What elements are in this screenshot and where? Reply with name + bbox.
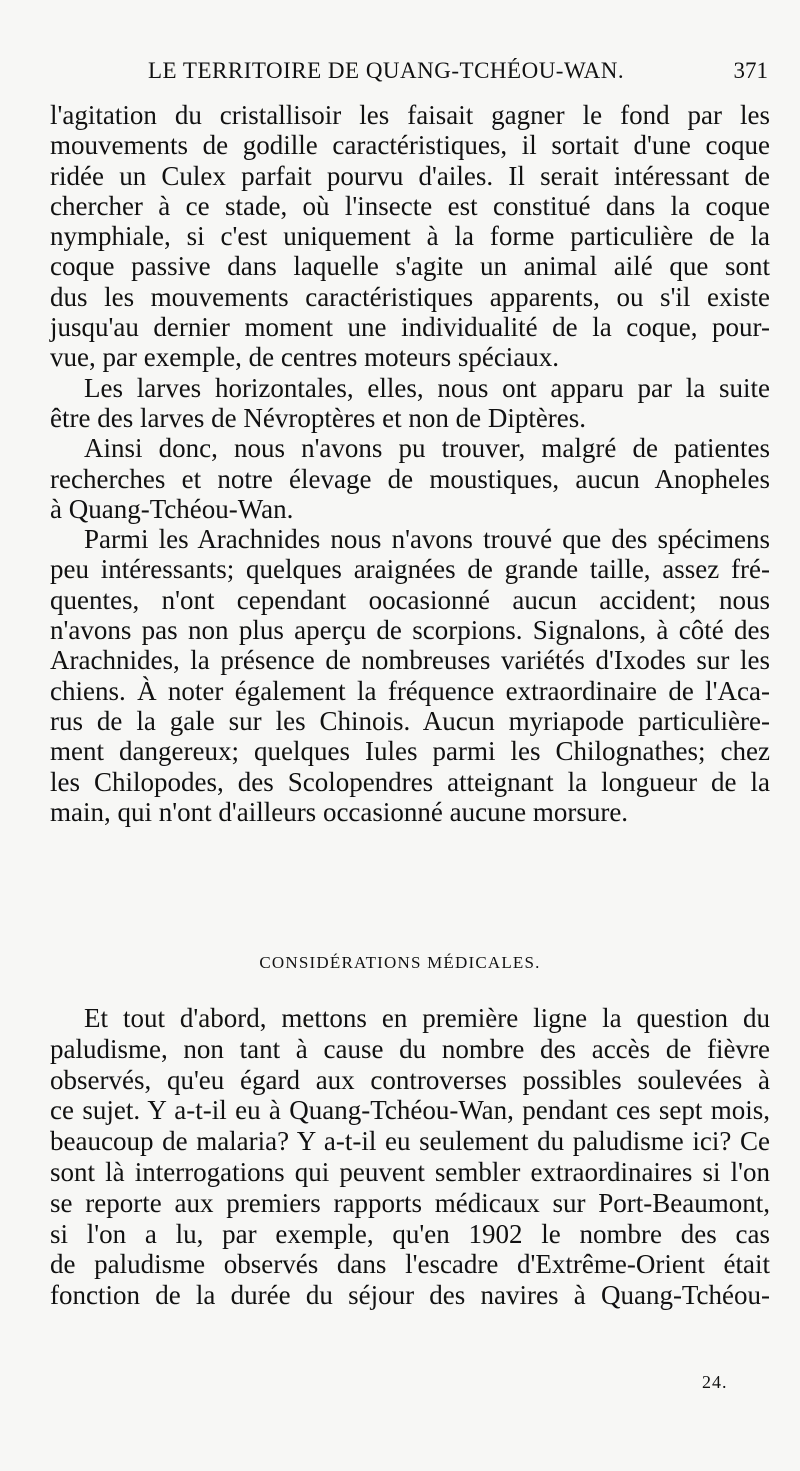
text-line: à Quang-Tchéou-Wan. [50,493,294,524]
text-line: chercher à ce stade, où l'insecte est constitué dans la coque [50,190,770,221]
text-line: jusqu'au dernier moment une individualité de la coque, pour- [50,312,770,343]
text-line: main, qui n'ont d'ailleurs occasionné aucune morsure. [50,796,629,827]
text-line: Parmi les Arachnides nous n'avons trouvé que des spécimens [84,524,770,555]
text-line: fonction de la durée du séjour des navires à Quang-Tchéou- [50,1280,770,1311]
text-line: se reporte aux premiers rapports médicaux sur Port-Beaumont, [50,1187,770,1218]
text-line: si l'on a lu, par exemple, qu'en 1902 le nombre des cas [50,1218,770,1249]
text-line: ce sujet. Y a-t-il eu à Quang-Tchéou-Wan, pendant ces sept mois, [50,1095,770,1126]
text-line: coque passive dans laquelle s'agite un animal ailé que sont [50,251,770,282]
text-line: chiens. À noter également la fréquence extraordinaire de l'Aca- [50,675,770,706]
text-line: beaucoup de malaria? Y a-t-il eu seulement du paludisme ici? Ce [50,1126,770,1157]
signature-mark: 24. [702,1372,728,1392]
section-heading: CONSIDÉRATIONS MÉDICALES. [259,953,541,972]
text-line: paludisme, non tant à cause du nombre des accès de fièvre [50,1033,770,1064]
text-line: peu intéressants; quelques araignées de grande taille, assez fré- [50,554,770,585]
body-text-section-1 [50,100,770,827]
text-line: les Chilopodes, des Scolopendres atteignant la longueur de la [50,766,770,797]
page-number: 371 [733,58,768,83]
text-line: ridée un Culex parfait pourvu d'ailes. Il serait intéressant de [50,160,770,191]
text-line: Les larves horizontales, elles, nous ont apparu par la suite [84,372,770,403]
text-line: sont là interrogations qui peuvent sembler extraordinaires si l'on [50,1156,770,1187]
text-line: ment dangereux; quelques Iules parmi les Chilognathes; chez [50,736,770,767]
running-title: LE TERRITOIRE DE QUANG-TCHÉOU-WAN. [148,58,625,83]
text-line: l'agitation du cristallisoir les faisait gagner le fond par les [50,100,770,130]
text-line: mouvements de godille caractéristiques, il sortait d'une coque [50,130,770,161]
text-line: être des larves de Névroptères et non de Diptères. [50,402,587,433]
text-line: Ainsi donc, nous n'avons pu trouver, malgré de patientes [84,433,770,464]
text-line: rus de la gale sur les Chinois. Aucun myriapode particulière- [50,705,770,736]
running-head [148,58,768,94]
text-line: vue, par exemple, de centres moteurs spéciaux. [50,342,560,373]
text-line: observés, qu'eu égard aux controverses possibles soulevées à [50,1064,770,1095]
text-line: Arachnides, la présence de nombreuses variétés d'Ixodes sur les [50,645,770,676]
text-line: quentes, n'ont cependant oocasionné aucun accident; nous [50,584,770,615]
body-text-section-2 [50,1003,770,1311]
text-line: Et tout d'abord, mettons en première ligne la question du [84,1003,770,1033]
text-line: nymphiale, si c'est uniquement à la forme particulière de la [50,221,770,252]
text-line: recherches et notre élevage de moustiques, aucun Anopheles [50,463,770,494]
text-line: de paludisme observés dans l'escadre d'Extrême-Orient était [50,1249,770,1280]
text-line: n'avons pas non plus aperçu de scorpions. Signalons, à côté des [50,615,770,646]
text-line: dus les mouvements caractéristiques apparents, ou s'il existe [50,281,770,312]
